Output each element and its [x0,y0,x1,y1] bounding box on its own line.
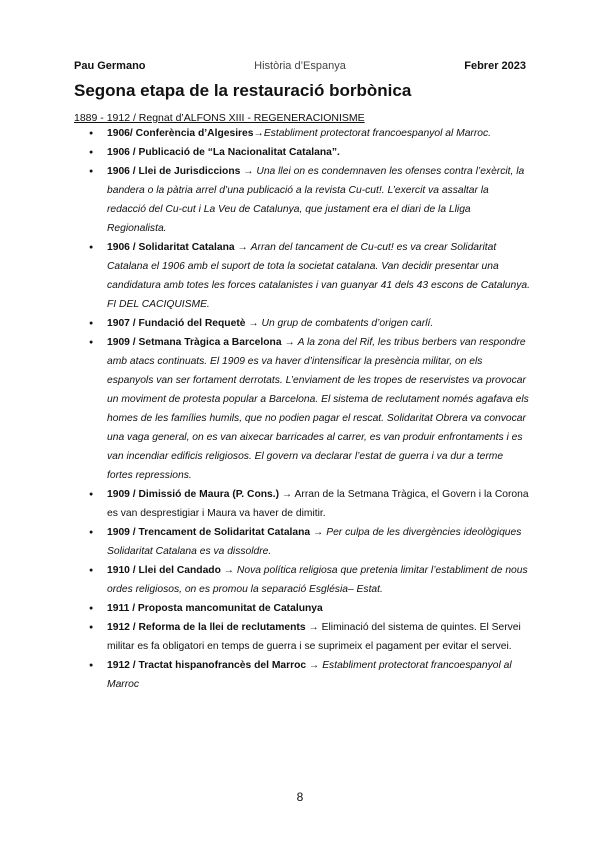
item-label: 1911 / Proposta mancomunitat de Catalunya [107,603,323,614]
item-label: 1910 / Llei del Candado [107,565,221,576]
item-text: Nova política religiosa que pretenia limitar l’establiment de nous ordes religiosos, on es promou la separació Església– Estat. [107,565,528,595]
arrow-icon: → [279,489,295,500]
header-author: Pau Germano [74,60,146,72]
item-label: 1909 / Trencament de Solidaritat Catalana [107,527,311,538]
list-item [74,143,530,162]
list-item [74,124,530,143]
item-text: Una llei on es condemnaven les ofenses contra l’exèrcit, la bandera o la pàtria arrel d’una publicació a la revista Cu-cut!. L’exercit va assaltar la redacció del Cu-cut i La Veu de Catalunya, que justament era el diari de la Lliga Regionalista. [107,166,525,234]
arrow-icon: → [240,166,257,177]
item-label: 1907 / Fundació del Requetè [107,318,246,329]
item-label: 1912 / Tractat hispanofrancès del Marroc [107,660,307,671]
arrow-icon: → [310,527,327,538]
item-label: 1906 / Publicació de “La Nacionalitat Catalana” [107,147,338,158]
list-item [74,618,530,656]
item-label: 1906 / Solidaritat Catalana [107,242,235,253]
arrow-icon: → [245,318,262,329]
list-item [74,314,530,333]
arrow-icon: → [253,128,264,139]
item-text: Establiment protectorat francoespanyol al Marroc [107,660,512,690]
event-list [74,124,530,694]
item-label: 1912 / Reforma de la llei de reclutaments [107,622,306,633]
item-label: 1909 / Setmana Tràgica a Barcelona [107,337,282,348]
arrow-icon: → [234,242,251,253]
header-date: Febrer 2023 [464,60,526,72]
list-item [74,485,530,523]
header-subject: Història d’Espanya [254,60,346,72]
item-label: 1906/ Conferència d’Algesires [107,128,254,139]
arrow-icon: → [305,622,322,633]
list-item [74,523,530,561]
list-item [74,238,530,314]
arrow-icon: → [281,337,298,348]
page-number: 8 [296,790,304,804]
list-item [74,162,530,238]
list-item [74,656,530,694]
item-text: Arran de la Setmana Tràgica, el Govern i la Corona es van desprestigiar i Maura va haver de dimitir. [107,489,529,519]
page-header [74,60,526,76]
list-item [74,333,530,485]
list-item [74,599,530,618]
arrow-icon: → [220,565,237,576]
item-text: A la zona del Rif, les tribus berbers van respondre amb atacs continuats. El 1909 es va haver d’intensificar la presència militar, on els espanyols van ser fortament derrotats. L’enviament de les tropes de reservistes va provocar un moviment de protesta popular a Barcelona. El sistema de reclutament només agafava els homes de les famílies humils, que no podien pagar el rescat. Solidaritat Obrera va convocar una vaga general, on es van aixecar barricades al carrer, es van produir enfrontaments i es van incendiar edificis religiosos. El govern va declarar l’estat de guerra i va dur a terme fortes repressions. [107,337,529,481]
item-label: 1909 / Dimissió de Maura (P. Cons.) [107,489,280,500]
page-title: Segona etapa de la restauració borbònica [74,81,412,100]
item-text: Un grup de combatents d’origen carlí. [261,318,434,329]
item-text: Eliminació del sistema de quintes. El Servei militar es fa obligatori en temps de guerra i se suprimeix el pagament per evitar el servei. [107,622,521,652]
item-label: 1906 / Llei de Jurisdiccions [107,166,241,177]
item-text: Per culpa de les divergències ideològiques Solidaritat Catalana es va dissoldre. [107,527,522,557]
item-text: . [337,147,340,158]
item-text: Establiment protectorat francoespanyol al Marroc. [263,128,492,139]
item-text: Arran del tancament de Cu-cut! es va crear Solidaritat Catalana el 1906 amb el suport de tota la societat catalana. Van decidir presentar una candidatura amb totes les forces catalanistes i van guanyar 41 dels 43 escons de Catalunya. FI DEL CACIQUISME. [107,242,530,310]
section-subtitle: 1889 - 1912 / Regnat d’ALFONS XIII - REGENERACIONISME [74,112,365,124]
list-item [74,561,530,599]
arrow-icon: → [306,660,323,671]
